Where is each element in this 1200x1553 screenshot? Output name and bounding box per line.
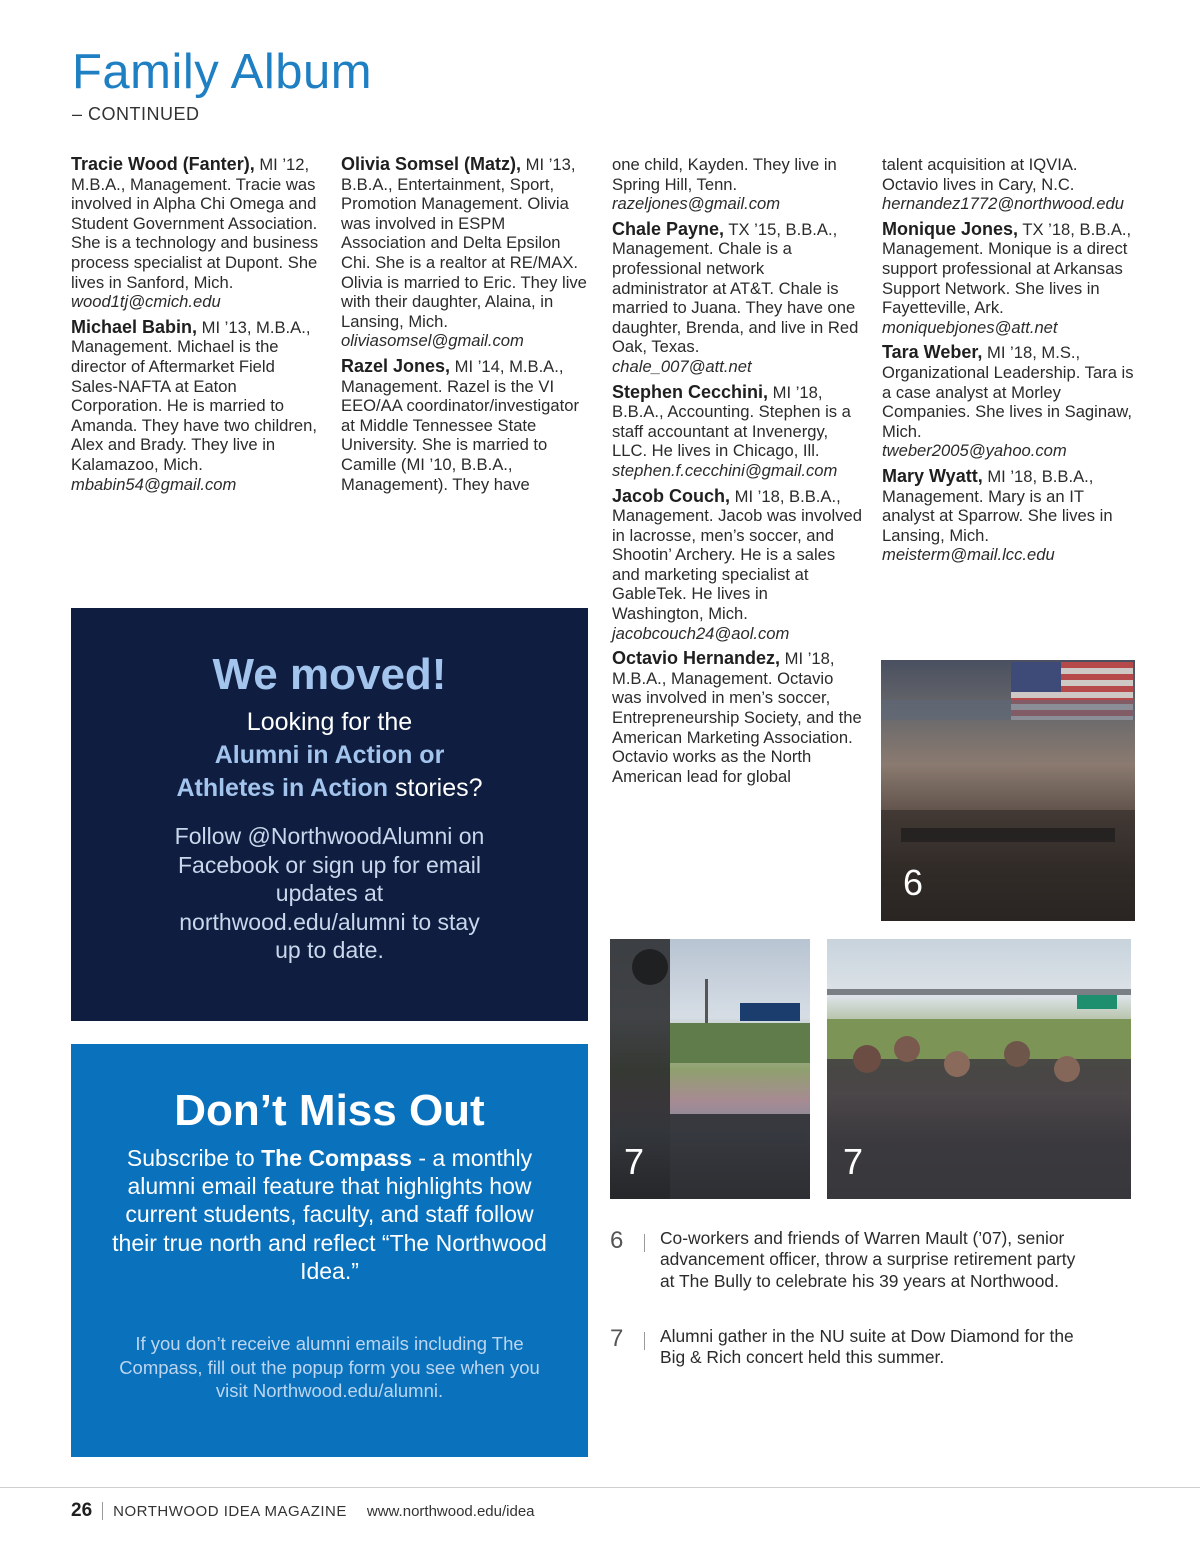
alumni-name: Tara Weber,: [882, 342, 983, 363]
alumni-email[interactable]: wood1tj@cmich.edu: [71, 292, 221, 312]
we-moved-heading: We moved!: [212, 650, 447, 699]
photo-number: 7: [624, 1141, 645, 1182]
subscribe-pre: Subscribe to: [126, 1145, 262, 1171]
alumni-body: MI ’13, M.B.A., Management. Michael is the director of Aftermarket Field Sales-NAFTA at Eaton Corporation. He is married to Amanda. They have two children, Alex and Brady. They live in Kalamazoo, Mich.: [71, 317, 317, 474]
alumni-email[interactable]: meisterm@mail.lcc.edu: [882, 545, 1055, 565]
subscribe-rest: - a monthly alumni email feature that highlights how current students, faculty, and staff follow their true north and reflect “The Northwood Idea.”: [112, 1145, 547, 1284]
caption-number: 6: [610, 1227, 624, 1254]
dont-miss-out-heading: Don’t Miss Out: [174, 1086, 485, 1135]
alumni-body: talent acquisition at IQVIA. Octavio lives in Cary, N.C.: [882, 155, 1078, 194]
we-moved-follow: [166, 822, 493, 965]
caption-7: [610, 1326, 1130, 1376]
alumni-email[interactable]: moniquebjones@att.net: [882, 317, 1058, 337]
footer-divider: [0, 1487, 1200, 1488]
column-4: [882, 155, 1137, 571]
caption-divider: [644, 1332, 645, 1350]
compass-name: The Compass: [261, 1145, 412, 1171]
alumni-body: MI ’18, B.B.A., Management. Jacob was involved in lacrosse, men’s soccer, and Shootin’ Archery. He is a sales and marketing specialist at GableTek. He lives in Washington, Mich.: [612, 486, 862, 624]
we-moved-line2: stories?: [388, 774, 483, 802]
alumni-entry: [882, 467, 1137, 565]
alumni-body: MI ’18, B.B.A., Management. Mary is an IT analyst at Sparrow. She lives in Lansing, Mich.: [882, 466, 1113, 545]
alumni-body: MI ’18, M.S., Organizational Leadership. Tara is a case analyst at Morley Companies. She lives in Saginaw, Mich.: [882, 343, 1134, 441]
we-moved-intro: [71, 706, 588, 805]
alumni-entry: [882, 155, 1137, 214]
alumni-email[interactable]: hernandez1772@northwood.edu: [882, 194, 1124, 214]
alumni-body: MI ’18, M.B.A., Management. Octavio was involved in men’s soccer, Entrepreneurship Society, and the American Marketing Association. Octavio works as the North American lead for global: [612, 649, 862, 786]
alumni-entry: [882, 220, 1137, 338]
page-number: 26: [71, 1500, 93, 1521]
we-moved-highlight1: Alumni in Action or: [214, 741, 445, 769]
alumni-name: Chale Payne,: [612, 218, 725, 239]
alumni-entry: [612, 487, 862, 644]
alumni-email[interactable]: chale_007@att.net: [612, 356, 752, 376]
page-title: Family Album: [72, 45, 373, 99]
alumni-body: MI ’18, B.B.A., Accounting. Stephen is a staff accountant at Invenergy, LLC. He lives in Chicago, Ill.: [612, 382, 851, 461]
alumni-name: Tracie Wood (Fanter),: [71, 154, 255, 174]
alumni-email[interactable]: mbabin54@gmail.com: [71, 474, 237, 494]
magazine-url[interactable]: www.northwood.edu/idea: [366, 1502, 535, 1520]
caption-text: Alumni gather in the NU suite at Dow Diamond for the Big & Rich concert held this summer.: [660, 1326, 1074, 1368]
dont-miss-out-box: [71, 1044, 588, 1457]
caption-text: Co-workers and friends of Warren Mault (’07), senior advancement officer, throw a surprise retirement party at The Bully to celebrate his 39 years at Northwood.: [660, 1228, 1076, 1291]
alumni-email[interactable]: razeljones@gmail.com: [612, 194, 781, 214]
alumni-entry: [341, 155, 591, 351]
we-moved-highlight2: Athletes in Action: [176, 774, 389, 802]
dont-miss-out-note: If you don’t receive alumni emails including The Compass, fill out the popup form you see when you visit Northwood.edu/alumni.: [119, 1333, 540, 1401]
alumni-entry: [71, 318, 321, 494]
caption-6: [610, 1228, 1130, 1318]
dont-miss-out-body: [111, 1144, 548, 1285]
alumni-name: Jacob Couch,: [612, 485, 731, 506]
column-1: [71, 155, 321, 500]
photo-concert-stadium: [610, 939, 810, 1199]
alumni-entry: [71, 155, 321, 312]
alumni-entry: [612, 649, 862, 786]
alumni-name: Monique Jones,: [882, 218, 1019, 239]
alumni-body: MI ’14, M.B.A., Management. Razel is the VI EEO/AA coordinator/investigator at Middle Tennessee State University. She is married to Camille (MI ’10, B.B.A., Management). They have: [341, 356, 579, 494]
we-moved-box: [71, 608, 588, 1021]
column-3: [612, 155, 862, 792]
alumni-name: Octavio Hernandez,: [612, 648, 781, 669]
alumni-name: Stephen Cecchini,: [612, 381, 769, 402]
alumni-name: Mary Wyatt,: [882, 465, 983, 486]
alumni-body: TX ’15, B.B.A., Management. Chale is a professional network administrator at AT&T. Chale is married to Juana. They have one daughter, Brenda, and live in Red Oak, Texas.: [612, 219, 859, 357]
alumni-entry: [341, 357, 591, 494]
alumni-entry: [882, 343, 1137, 461]
alumni-email[interactable]: tweber2005@yahoo.com: [882, 441, 1067, 461]
caption-divider: [644, 1234, 645, 1252]
footer-separator: [102, 1502, 103, 1520]
alumni-name: Razel Jones,: [341, 355, 451, 376]
photo-number: 6: [903, 862, 924, 903]
we-moved-follow-text: Follow @NorthwoodAlumni on Facebook or sign up for email updates at northwood.edu/alumni to stay up to date.: [174, 823, 485, 964]
alumni-body: MI ’13, B.B.A., Entertainment, Sport, Promotion Management. Olivia was involved in ESPM Association and Delta Epsilon Chi. She is a realtor at RE/MAX. Olivia is married to Eric. They live with their daughter, Alaina, in Lansing, Mich.: [341, 155, 587, 331]
magazine-name: NORTHWOOD IDEA MAGAZINE: [113, 1502, 347, 1520]
alumni-body: one child, Kayden. They live in Spring Hill, Tenn.: [612, 155, 837, 194]
suite-icon: [827, 939, 1131, 1199]
photo-number: 7: [843, 1141, 864, 1182]
alumni-email[interactable]: stephen.f.cecchini@gmail.com: [612, 460, 838, 480]
alumni-entry: [612, 383, 862, 481]
page-footer: [71, 1500, 535, 1522]
alumni-email[interactable]: jacobcouch24@aol.com: [612, 623, 790, 643]
alumni-email[interactable]: oliviasomsel@gmail.com: [341, 331, 524, 351]
page-subtitle: – CONTINUED: [72, 104, 200, 124]
alumni-entry: [612, 155, 862, 214]
alumni-body: MI ’12, M.B.A., Management. Tracie was involved in Alpha Chi Omega and Student Government Association. She is a technology and business process specialist at Dupont. She lives in Sanford, Mich.: [71, 155, 319, 292]
photo-retirement-party: [881, 660, 1135, 921]
alumni-body: TX ’18, B.B.A., Management. Monique is a direct support professional at Arkansas Support Network. She lives in Fayetteville, Ark.: [882, 219, 1132, 318]
caption-number: 7: [610, 1325, 624, 1352]
alumni-name: Michael Babin,: [71, 316, 198, 337]
alumni-entry: [612, 220, 862, 377]
column-2: [341, 155, 591, 500]
photo-nu-suite: [827, 939, 1131, 1199]
we-moved-line1: Looking for the: [246, 708, 413, 736]
alumni-name: Olivia Somsel (Matz),: [341, 154, 522, 174]
